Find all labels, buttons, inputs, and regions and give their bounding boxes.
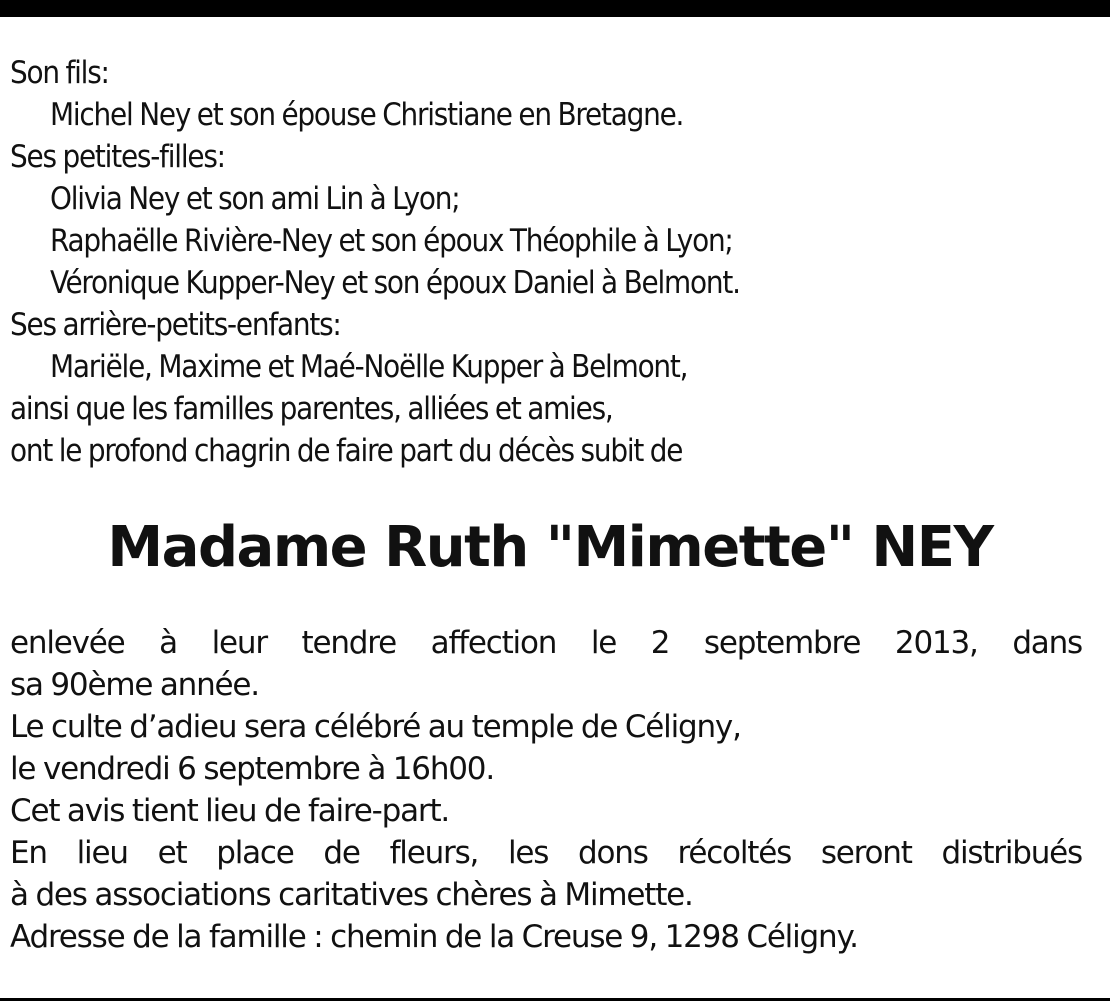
passing-line: enlevée à leur tendre affection le 2 septembre 2013, dans (10, 625, 1082, 661)
deceased-name: Madame Ruth "Mimette" NEY (107, 515, 993, 580)
donation-line-continued: à des associations caritatives chères à Mimette. (10, 877, 693, 913)
granddaughter-line: Raphaëlle Rivière-Ney et son époux Théophile à Lyon; (50, 223, 733, 259)
donation-line: En lieu et place de fleurs, les dons récoltés seront distribués (10, 835, 1082, 871)
bottom-border-rule (0, 998, 1110, 1001)
family-address-line: Adresse de la famille : chemin de la Creuse 9, 1298 Céligny. (10, 919, 858, 955)
son-line: Michel Ney et son épouse Christiane en Bretagne. (50, 97, 684, 133)
details-paragraph (10, 622, 1082, 958)
granddaughter-line: Olivia Ney et son ami Lin à Lyon; (50, 181, 460, 217)
top-border-rule (0, 0, 1110, 17)
great-grandchildren-line: Mariële, Maxime et Maé-Noëlle Kupper à Belmont, (50, 349, 688, 385)
service-location-line: Le culte d’adieu sera célébré au temple de Céligny, (10, 709, 741, 745)
granddaughters-heading: Ses petites-filles: (10, 139, 225, 175)
passing-line-continued: sa 90ème année. (10, 667, 259, 703)
service-date-line: le vendredi 6 septembre à 16h00. (10, 751, 494, 787)
great-grandchildren-heading: Ses arrière-petits-enfants: (10, 307, 341, 343)
son-heading: Son fils: (10, 55, 109, 91)
relatives-line: ainsi que les familles parentes, alliées et amies, (10, 391, 613, 427)
family-list (10, 52, 1090, 472)
granddaughter-line: Véronique Kupper-Ney et son époux Daniel à Belmont. (50, 265, 740, 301)
notice-line: Cet avis tient lieu de faire-part. (10, 793, 450, 829)
announcement-line: ont le profond chagrin de faire part du décès subit de (10, 433, 683, 469)
